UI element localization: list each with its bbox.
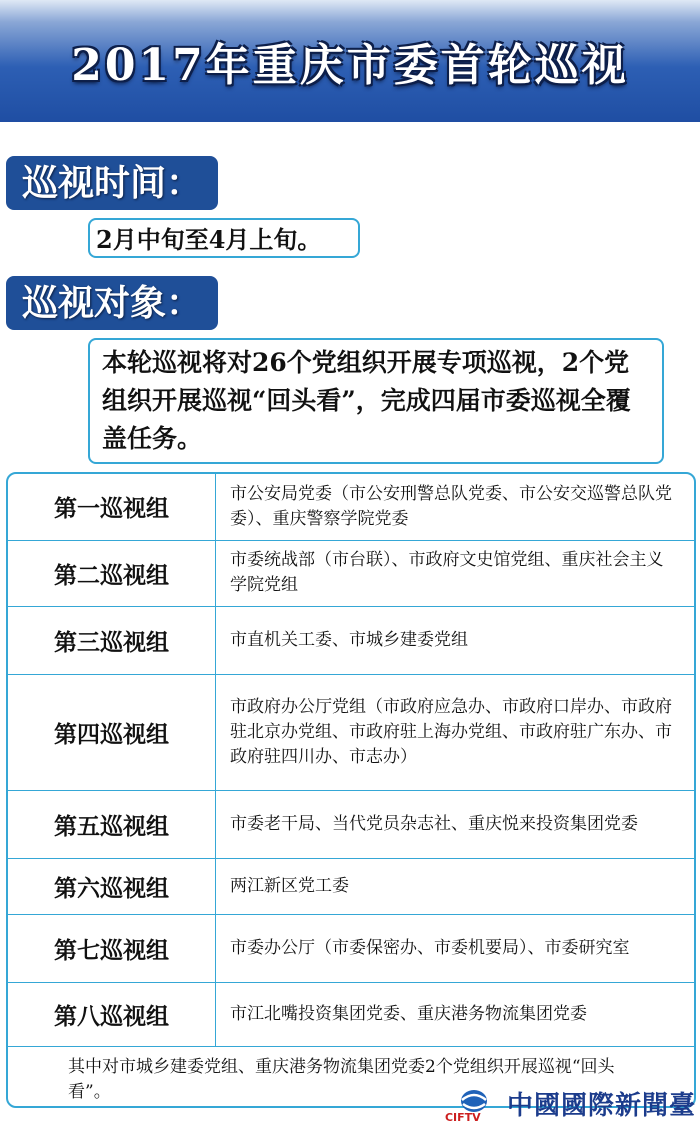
target-section-label: 巡视对象：: [6, 276, 218, 330]
broadcaster-logo: [445, 1085, 696, 1122]
group-name: 第二巡视组: [8, 540, 216, 606]
group-members: 市委办公厅（市委保密办、市委机要局）、市委研究室: [216, 914, 695, 982]
table-row: [8, 858, 694, 914]
group-members: 市直机关工委、市城乡建委党组: [216, 606, 695, 674]
logo-abbreviation: CIFTV: [444, 1110, 481, 1124]
group-members: 市江北嘴投资集团党委、重庆港务物流集团党委: [216, 982, 695, 1046]
target-section-text: 本轮巡视将对26个党组织开展专项巡视，2个党组织开展巡视“回头看”，完成四届市委巡视全覆盖任务。: [88, 338, 664, 464]
group-members: 市委老干局、当代党员杂志社、重庆悦来投资集团党委: [216, 790, 695, 858]
title-banner: [0, 0, 700, 122]
group-name: 第七巡视组: [8, 914, 216, 982]
group-members: 市政府办公厅党组（市政府应急办、市政府口岸办、市政府驻北京办党组、市政府驻上海办党组、市政府驻广东办、市政府驻四川办、市志办）: [216, 674, 695, 790]
group-name: 第八巡视组: [8, 982, 216, 1046]
footnote: 其中对市城乡建委党组、重庆港务物流集团党委2个党组织开展巡视“回头看”。: [68, 1056, 615, 1102]
group-name: 第五巡视组: [8, 790, 216, 858]
group-members: 两江新区党工委: [216, 858, 695, 914]
page-title: 2017年重庆市委首轮巡视: [71, 40, 629, 91]
table-row: [8, 982, 694, 1046]
table-row: [8, 674, 694, 790]
group-members: 市委统战部（市台联）、市政府文史馆党组、重庆社会主义学院党组: [216, 540, 695, 606]
group-name: 第四巡视组: [8, 674, 216, 790]
group-name: 第一巡视组: [8, 474, 216, 540]
group-name: 第六巡视组: [8, 858, 216, 914]
time-section-text: 2月中旬至4月上旬。: [88, 218, 360, 258]
table-row: [8, 790, 694, 858]
group-name: 第三巡视组: [8, 606, 216, 674]
table-row: [8, 914, 694, 982]
time-section-label: 巡视时间：: [6, 156, 218, 210]
table-row: [8, 474, 694, 540]
logo-name: 中國國際新聞臺: [506, 1091, 696, 1121]
group-members: 市公安局党委（市公安刑警总队党委、市公安交巡警总队党委）、重庆警察学院党委: [216, 474, 695, 540]
globe-icon: [444, 1088, 503, 1124]
table-row: [8, 540, 694, 606]
table-row: [8, 606, 694, 674]
groups-table: [6, 472, 696, 1108]
